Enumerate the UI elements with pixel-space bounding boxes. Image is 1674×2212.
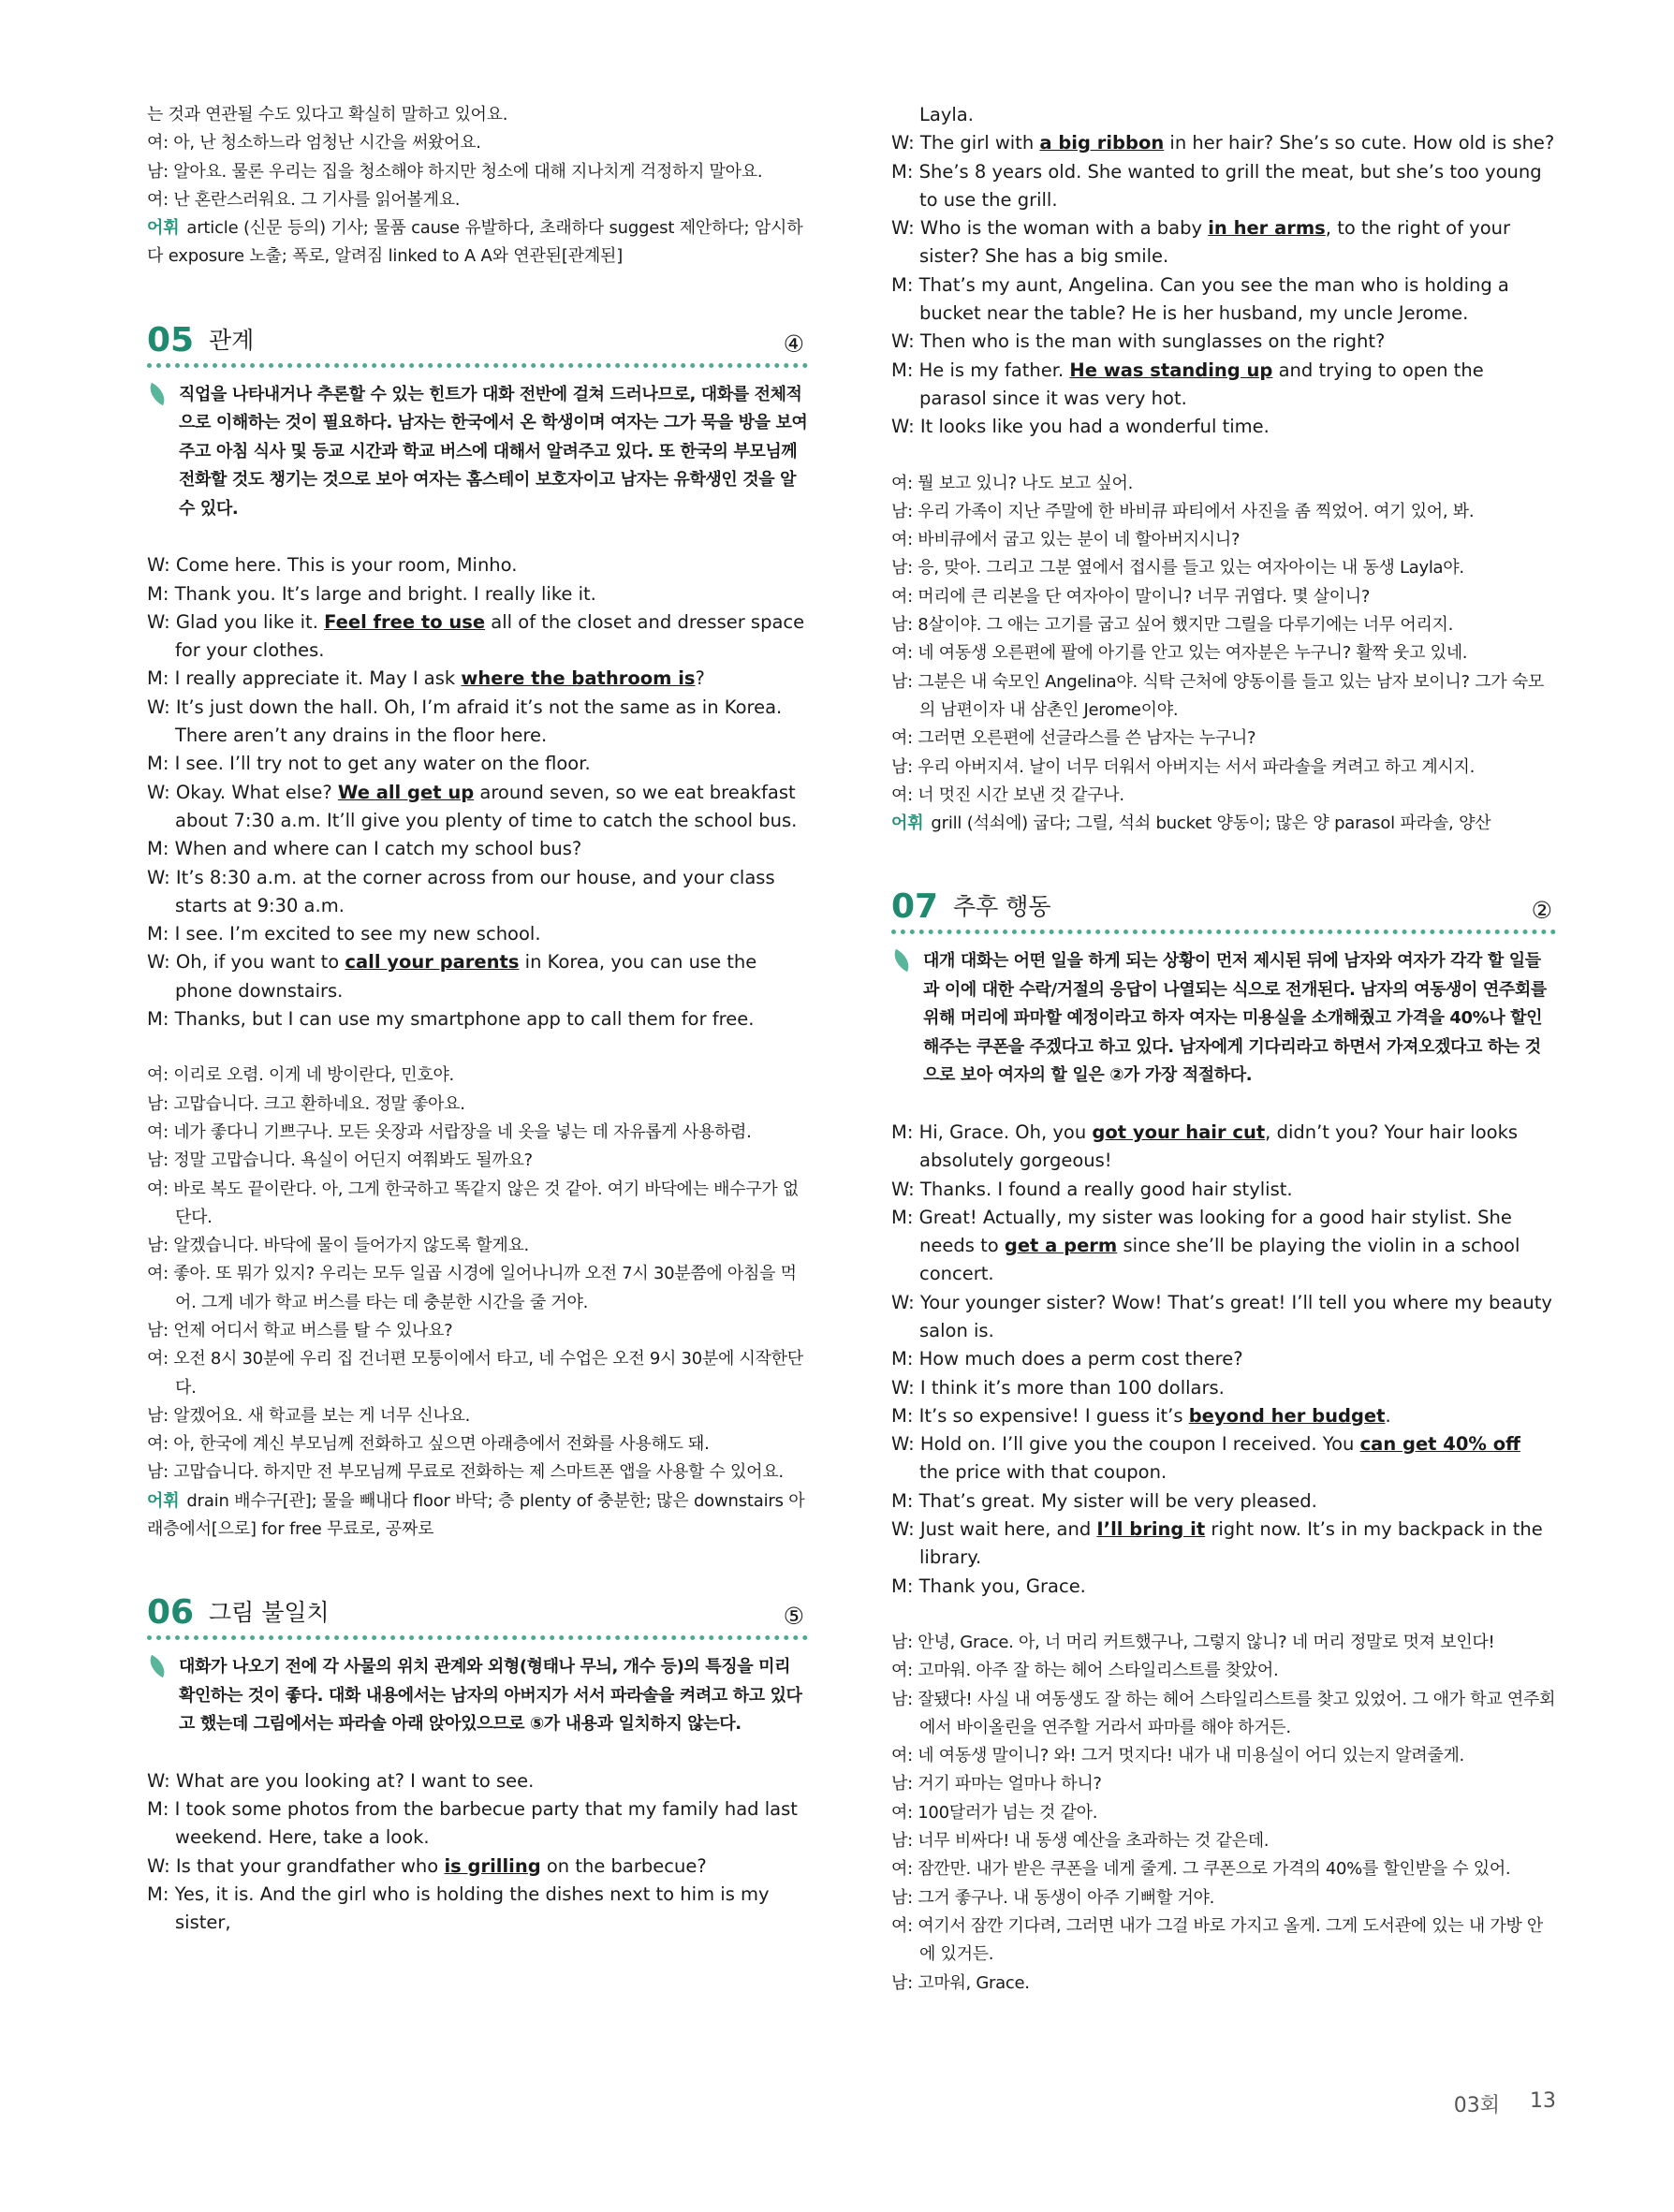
dialogue-line <box>891 101 1556 129</box>
dialogue-text: Thanks. I found a really good hair stylist. <box>919 1178 1293 1200</box>
translation-line: 여: 머리에 큰 리본을 단 여자아이 말이니? 너무 귀엽다. 몇 살이니? <box>891 586 1371 607</box>
translation-line: 여: 아, 난 청소하느라 엄청난 시간을 써왔어요. <box>147 133 481 154</box>
translation-line: 여: 이리로 오렴. 이게 네 방이란다, 민호야. <box>147 1065 454 1086</box>
dialogue-text: Great! Actually, my sister was looking for a good hair stylist. She needs to <box>918 1206 1512 1257</box>
section-07-hint: 대개 대화는 어떤 일을 하게 되는 상황이 먼저 제시된 뒤에 남자와 여자가 각각 할 일들과 이에 대한 수락/거절의 응답이 나열되는 식으로 전개된다. 남자의 여동생이 연주회를 위해 머리에 파마할 예정이라고 하자 여자는 미용실을 소개해줬고 가격을 40%나 할인해주는 쿠폰을 주겠다고 하고 있다. 남자에게 기다리라고 하면서 가져오겠다고 하는 것으로 보아 여자의 할 일은 ②가 가장 적절하다. <box>891 947 1556 1091</box>
dialogue-text: Yes, it is. And the girl who is holding the dishes next to him is my sister, <box>174 1883 770 1934</box>
speaker-label: M: <box>147 923 175 945</box>
speaker-label: W: <box>147 1769 176 1792</box>
speaker-label: W: <box>147 781 176 803</box>
dialogue-text: Come here. This is your room, Minho. <box>175 554 518 577</box>
dialogue-line <box>891 1204 1556 1289</box>
section-number: 05 <box>147 320 195 359</box>
speaker-label: M: <box>891 1575 919 1597</box>
dialogue-line <box>891 1430 1556 1487</box>
leaf-icon <box>889 949 915 972</box>
dialogue-line <box>891 1289 1556 1346</box>
dialogue-text: Then who is the man with sunglasses on the right? <box>919 330 1386 353</box>
dialogue-text: That’s my aunt, Angelina. Can you see the man who is holding a bucket near the table? He is her husband, my uncle Jerome. <box>918 273 1509 325</box>
dialogue-text: , to the right of your sister? She has a big smile. <box>919 217 1511 268</box>
dialogue-line <box>147 694 808 751</box>
translation-line: 여: 잠깐만. 내가 받은 쿠폰을 네게 줄게. 그 쿠폰으로 가격의 40%를 할인받을 수 있어. <box>891 1859 1511 1880</box>
dialogue-line <box>891 1345 1556 1373</box>
speaker-label: W: <box>147 866 176 888</box>
dialogue-text: Is that your grandfather who <box>175 1854 445 1877</box>
key-phrase: We all get up <box>337 781 475 803</box>
page-number: 13 <box>1530 2089 1556 2113</box>
section-05-translation <box>147 1062 808 1487</box>
dialogue-text: Thank you. It’s large and bright. I really like it. <box>174 582 596 605</box>
dialogue-line <box>891 129 1556 157</box>
dialogue-line <box>891 413 1556 441</box>
dialogue-line <box>891 357 1556 414</box>
dialogue-line <box>891 1573 1556 1601</box>
speaker-label: M: <box>147 1798 175 1821</box>
dialogue-text: in her hair? She’s so cute. How old is she? <box>1164 132 1555 154</box>
translation-line: 남: 너무 비싸다! 내 동생 예산을 초과하는 것 같은데. <box>891 1831 1270 1852</box>
key-phrase: beyond her budget <box>1188 1404 1386 1427</box>
dialogue-text: It’s 8:30 a.m. at the corner across from our house, and your class starts at 9:30 a.m. <box>175 866 775 916</box>
speaker-label: W: <box>147 554 176 577</box>
dialogue-text: I think it’s more than 100 dollars. <box>919 1376 1225 1399</box>
dialogue-text: Your younger sister? Wow! That’s great! I’ll tell you where my beauty salon is. <box>919 1291 1552 1341</box>
dialogue-line <box>891 214 1556 271</box>
translation-line: 여: 아, 한국에 계신 부모님께 전화하고 싶으면 아래층에서 전화를 사용해도 돼. <box>147 1434 710 1455</box>
translation-line: 남: 잘됐다! 사실 내 여동생도 잘 하는 헤어 스타일리스트를 찾고 있었어. 그 애가 학교 연주회에서 바이올린을 연주할 거라서 파마를 해야 하거든. <box>891 1689 1556 1737</box>
key-phrase: is grilling <box>444 1854 541 1877</box>
section-answer: ⑤ <box>783 1603 804 1631</box>
speaker-label: M: <box>891 1489 919 1512</box>
dialogue-line <box>147 1005 808 1033</box>
translation-line: 여: 뭘 보고 있니? 나도 보고 싶어. <box>891 473 1134 493</box>
translation-line: 남: 안녕, Grace. 아, 너 머리 커트했구나, 그렇지 않니? 네 머리 정말로 멋져 보인다! <box>891 1632 1495 1652</box>
section-answer: ④ <box>783 330 804 358</box>
dialogue-text: I see. I’ll try not to get any water on the floor. <box>174 753 591 775</box>
dialogue-line <box>147 750 808 778</box>
speaker-label: M: <box>147 582 175 605</box>
dialogue-text: all of the closet and dresser space for your clothes. <box>175 610 805 662</box>
dialogue-line <box>147 779 808 836</box>
translation-line: 여: 100달러가 넘는 것 같아. <box>891 1802 1098 1823</box>
speaker-label: W: <box>891 1433 920 1456</box>
key-phrase: Feel free to use <box>324 610 486 633</box>
dialogue-text: How much does a perm cost there? <box>918 1348 1243 1370</box>
speaker-label: M: <box>891 1206 919 1228</box>
section-number: 07 <box>891 887 939 927</box>
section-05-dialogue <box>147 551 808 1033</box>
dialogue-line <box>891 1119 1556 1176</box>
dialogue-text: Okay. What else? <box>175 781 338 803</box>
dialogue-line <box>891 1487 1556 1516</box>
dialogue-line <box>147 1853 808 1881</box>
dialogue-line <box>891 1176 1556 1204</box>
translation-line: 남: 우리 가족이 지난 주말에 한 바비큐 파티에서 사진을 좀 찍었어. 여기 있어, 봐. <box>891 501 1475 521</box>
dialogue-text: in Korea, you can use the phone downstairs. <box>175 951 757 1002</box>
translation-line: 남: 고맙습니다. 하지만 전 부모님께 무료로 전화하는 제 스마트폰 앱을 사용할 수 있어요. <box>147 1462 784 1483</box>
dialogue-line <box>891 1516 1556 1573</box>
translation-line: 남: 8살이야. 그 애는 고기를 굽고 싶어 했지만 그릴을 다루기에는 너무 어리지. <box>891 615 1454 636</box>
dialogue-text: The girl with <box>919 132 1040 154</box>
translation-line: 남: 정말 고맙습니다. 욕실이 어딘지 여쭤봐도 될까요? <box>147 1150 533 1171</box>
dialogue-text: and trying to open the parasol since it was very hot. <box>919 359 1484 409</box>
key-phrase: call your parents <box>345 951 520 974</box>
dialogue-text: Who is the woman with a baby <box>919 217 1209 240</box>
speaker-label: M: <box>891 273 919 296</box>
translation-line: 남: 알겠어요. 새 학교를 보는 게 너무 신나요. <box>147 1405 471 1426</box>
translation-line: 여: 너 멋진 시간 보낸 것 같구나. <box>891 784 1124 805</box>
speaker-label: W: <box>891 1178 920 1200</box>
section-answer: ② <box>1531 897 1552 925</box>
section-06-hint: 대화가 나오기 전에 각 사물의 위치 관계와 외형(형태나 무늬, 개수 등)의 특징을 미리 확인하는 것이 좋다. 대화 내용에서는 남자의 아버지가 서서 파라솔을 켜려고 하고 있다고 했는데 그림에서는 파라솔 아래 앉아있으므로 ⑤가 내용과 일치하지 않는다. <box>147 1653 808 1739</box>
dialogue-line <box>147 1795 808 1853</box>
translation-line: 는 것과 연관될 수도 있다고 확실히 말하고 있어요. <box>147 105 508 125</box>
dialogue-text: She’s 8 years old. She wanted to grill the meat, but she’s too young to use the grill. <box>918 160 1542 211</box>
right-column <box>891 101 1556 1998</box>
translation-line: 남: 고마워, Grace. <box>891 1972 1030 1993</box>
key-phrase: I’ll bring it <box>1096 1518 1206 1541</box>
translation-line: 남: 거기 파마는 얼마나 하니? <box>891 1774 1102 1795</box>
translation-line: 여: 난 혼란스러워요. 그 기사를 읽어볼게요. <box>147 189 461 210</box>
speaker-label: W: <box>891 416 920 438</box>
key-phrase: can get 40% off <box>1359 1433 1520 1456</box>
translation-line: 남: 언제 어디서 학교 버스를 탈 수 있나요? <box>147 1321 453 1340</box>
dialogue-line <box>891 271 1556 329</box>
section-07-header <box>891 886 1556 934</box>
leaf-icon <box>145 383 170 405</box>
section-05-hint: 직업을 나타내거나 추론할 수 있는 힌트가 대화 전반에 걸쳐 드러나므로, 대화를 전체적으로 이해하는 것이 필요하다. 남자는 한국에서 온 학생이며 여자는 그가 묵을 방을 보여주고 아침 식사 및 등교 시간과 학교 버스에 대해서 알려주고 있다. 또 한국의 부모님께 전화할 것도 챙기는 것으로 보아 여자는 홈스테이 보호자이고 남자는 유학생인 것을 알 수 있다. <box>147 381 808 524</box>
section-title: 그림 불일치 <box>209 1599 330 1627</box>
dialogue-text: I took some photos from the barbecue party that my family had last weekend. Here, take a look. <box>174 1798 798 1849</box>
dialogue-text: That’s great. My sister will be very pleased. <box>918 1489 1317 1512</box>
speaker-label: M: <box>147 838 175 860</box>
dialogue-line <box>891 328 1556 356</box>
dialogue-text: Oh, if you want to <box>175 951 345 974</box>
speaker-label: W: <box>891 1518 920 1541</box>
vocab-label: 어휘 <box>147 1490 180 1511</box>
translation-line: 여: 고마워. 아주 잘 하는 헤어 스타일리스트를 찾았어. <box>891 1661 1279 1681</box>
intro-translation <box>147 101 808 214</box>
dialogue-text: right now. It’s in my backpack in the library. <box>919 1518 1543 1569</box>
dialogue-text: Layla. <box>919 104 974 125</box>
dialogue-text: What are you looking at? I want to see. <box>175 1769 535 1792</box>
key-phrase: in her arms <box>1208 217 1326 240</box>
dialogue-line <box>147 665 808 693</box>
translation-line: 남: 그거 좋구나. 내 동생이 아주 기뻐할 거야. <box>891 1887 1215 1908</box>
dialogue-text: It’s just down the hall. Oh, I’m afraid it’s not the same as in Korea. There aren’t any drains in the floor here. <box>175 696 783 747</box>
dialogue-text: the price with that coupon. <box>919 1461 1167 1484</box>
dialogue-text: around seven, so we eat breakfast about 7:30 a.m. It’ll give you plenty of time to catch the school bus. <box>175 781 798 831</box>
dialogue-line <box>891 158 1556 215</box>
dialogue-line <box>147 835 808 863</box>
dialogue-line <box>147 551 808 579</box>
intro-vocab: 어휘 article (신문 등의) 기사; 물품 cause 유발하다, 초래하다 suggest 제안하다; 암시하다 exposure 노출; 폭로, 알려짐 linked to A A와 연관된[관계된] <box>147 218 803 267</box>
vocab-label: 어휘 <box>891 813 924 834</box>
dialogue-text: I really appreciate it. May I ask <box>174 667 462 690</box>
speaker-label: M: <box>891 359 919 381</box>
key-phrase: He was standing up <box>1069 359 1273 381</box>
dialogue-text: . <box>1385 1404 1391 1427</box>
speaker-label: W: <box>891 1291 920 1313</box>
speaker-label: W: <box>147 696 176 718</box>
translation-line: 남: 알겠습니다. 바닥에 물이 들어가지 않도록 할게요. <box>147 1236 529 1256</box>
speaker-label: M: <box>147 1008 175 1031</box>
section-06-dialogue-continued <box>891 101 1556 442</box>
section-title: 관계 <box>209 326 255 354</box>
translation-line: 남: 알아요. 물론 우리는 집을 청소해야 하지만 청소에 대해 지나치게 걱정하지 말아요. <box>147 161 763 182</box>
dialogue-line <box>147 948 808 1005</box>
speaker-label: M: <box>147 1883 175 1906</box>
section-06-translation <box>891 470 1556 811</box>
footer-section: 03회 <box>1453 2094 1500 2117</box>
section-07-dialogue <box>891 1119 1556 1601</box>
speaker-label: M: <box>891 160 919 183</box>
speaker-label: W: <box>147 610 176 633</box>
translation-line: 여: 바비큐에서 굽고 있는 분이 네 할아버지시니? <box>891 530 1241 550</box>
section-06-vocab: 어휘 grill (석쇠에) 굽다; 그릴, 석쇠 bucket 양동이; 많은 양 parasol 파라솔, 양산 <box>891 813 1491 834</box>
translation-line: 남: 응, 맞아. 그리고 그분 옆에서 접시를 들고 있는 여자아이는 내 동생 Layla야. <box>891 558 1464 579</box>
section-05-vocab: 어휘 drain 배수구[관]; 물을 빼내다 floor 바닥; 층 plenty of 충분한; 많은 downstairs 아래층에서[으로] for free 무료로, 공짜로 <box>147 1490 805 1540</box>
section-07-translation <box>891 1629 1556 1998</box>
vocab-label: 어휘 <box>147 218 180 239</box>
speaker-label: W: <box>147 951 176 974</box>
dialogue-text: Glad you like it. <box>175 610 325 633</box>
dialogue-text: It’s so expensive! I guess it’s <box>918 1404 1189 1427</box>
dialogue-text: on the barbecue? <box>540 1854 707 1877</box>
key-phrase: where the bathroom is <box>461 667 696 690</box>
dialogue-text: When and where can I catch my school bus? <box>174 838 582 860</box>
speaker-label: W: <box>147 1854 176 1877</box>
translation-line: 남: 그분은 내 숙모인 Angelina야. 식탁 근처에 양동이를 들고 있는 남자 보이니? 그가 숙모의 남편이자 내 삼촌인 Jerome이야. <box>891 671 1544 720</box>
section-06-dialogue <box>147 1767 808 1938</box>
speaker-label: M: <box>891 1404 919 1427</box>
translation-line: 여: 네가 좋다니 기쁘구나. 모든 옷장과 서랍장을 네 옷을 넣는 데 자유롭게 사용하렴. <box>147 1121 752 1142</box>
speaker-label: W: <box>891 217 920 240</box>
dialogue-line <box>147 864 808 921</box>
speaker-label: W: <box>891 330 920 353</box>
dialogue-text: ? <box>695 667 705 690</box>
section-number: 06 <box>147 1593 195 1633</box>
translation-line: 여: 그러면 오른편에 선글라스를 쓴 남자는 누구니? <box>891 728 1256 749</box>
dialogue-line <box>147 920 808 948</box>
key-phrase: got your hair cut <box>1092 1121 1266 1143</box>
dialogue-line <box>891 1374 1556 1402</box>
translation-line: 여: 바로 복도 끝이란다. 아, 그게 한국하고 똑같지 않은 것 같아. 여기 바닥에는 배수구가 없단다. <box>147 1179 800 1227</box>
speaker-label: M: <box>891 1121 919 1143</box>
speaker-label: M: <box>891 1348 919 1370</box>
dialogue-line <box>147 580 808 608</box>
speaker-label: W: <box>891 1376 920 1399</box>
translation-line: 여: 오전 8시 30분에 우리 집 건너편 모퉁이에서 타고, 네 수업은 오전 9시 30분에 시작한단다. <box>147 1349 803 1398</box>
section-06-header <box>147 1592 808 1640</box>
translation-line: 여: 여기서 잠깐 기다려, 그러면 내가 그걸 바로 가지고 올게. 그게 도서관에 있는 내 가방 안에 있거든. <box>891 1915 1544 1965</box>
translation-line: 여: 네 여동생 말이니? 와! 그거 멋지다! 내가 내 미용실이 어디 있는지 알려줄게. <box>891 1746 1464 1766</box>
dialogue-text: , didn’t you? Your hair looks absolutely gorgeous! <box>919 1121 1519 1172</box>
key-phrase: a big ribbon <box>1039 132 1165 154</box>
dialogue-line <box>147 1881 808 1938</box>
leaf-icon <box>145 1655 170 1677</box>
dialogue-text: Hi, Grace. Oh, you <box>918 1121 1093 1143</box>
key-phrase: get a perm <box>1004 1235 1118 1257</box>
translation-line: 남: 고맙습니다. 크고 환하네요. 정말 좋아요. <box>147 1093 465 1114</box>
dialogue-line <box>147 608 808 666</box>
dialogue-text: Thank you, Grace. <box>918 1575 1086 1597</box>
section-05-header <box>147 320 808 368</box>
dialogue-line <box>147 1767 808 1795</box>
dialogue-text: Hold on. I’ll give you the coupon I received. You <box>919 1433 1360 1456</box>
translation-line: 남: 우리 아버지셔. 날이 너무 더워서 아버지는 서서 파라솔을 켜려고 하고 계시지. <box>891 756 1476 777</box>
left-column <box>147 101 808 1938</box>
speaker-label: M: <box>147 753 175 775</box>
dialogue-text: I see. I’m excited to see my new school. <box>174 923 541 945</box>
section-title: 추후 행동 <box>953 893 1051 921</box>
dialogue-text: Just wait here, and <box>919 1518 1097 1541</box>
dialogue-text: since she’ll be playing the violin in a school concert. <box>919 1235 1520 1285</box>
speaker-label: M: <box>147 667 175 690</box>
translation-line: 여: 좋아. 또 뭐가 있지? 우리는 모두 일곱 시경에 일어나니까 오전 7시 30분쯤에 아침을 먹어. 그게 네가 학교 버스를 타는 데 충분한 시간을 줄 거야. <box>147 1264 797 1312</box>
dialogue-line <box>891 1402 1556 1430</box>
dialogue-text: It looks like you had a wonderful time. <box>919 416 1270 438</box>
translation-line: 여: 네 여동생 오른편에 팔에 아기를 안고 있는 여자분은 누구니? 활짝 웃고 있네. <box>891 643 1468 664</box>
dialogue-text: Thanks, but I can use my smartphone app to call them for free. <box>174 1008 755 1031</box>
dialogue-text: He is my father. <box>918 359 1070 381</box>
speaker-label: W: <box>891 132 920 154</box>
